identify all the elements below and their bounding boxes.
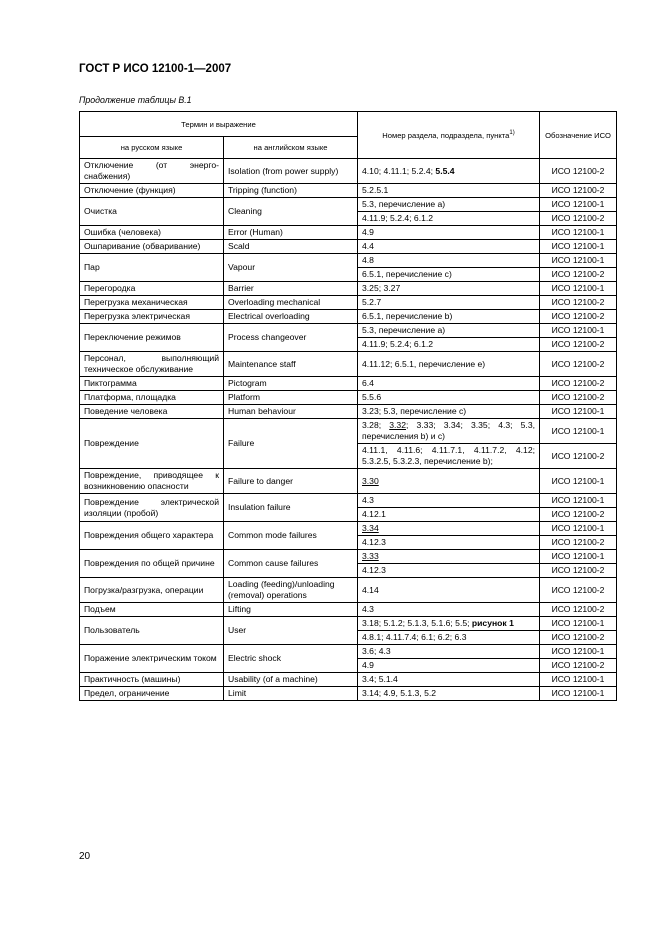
section-reference-part: 4.3 [362,495,374,505]
section-reference [358,469,540,494]
table-row [80,687,617,701]
iso-designation: ИСО 12100-2 [540,352,617,377]
iso-designation: ИСО 12100-1 [540,419,617,444]
iso-designation: ИСО 12100-1 [540,324,617,338]
section-reference [358,338,540,352]
header-section-footnote: 1) [509,129,515,136]
iso-designation: ИСО 12100-1 [540,226,617,240]
iso-designation: ИСО 12100-2 [540,391,617,405]
table-row [80,282,617,296]
iso-designation: ИСО 12100-1 [540,645,617,659]
section-reference-part: 3.18; 5.1.2; 5.1.3, 5.1.6; 5.5; [362,618,472,628]
iso-designation: ИСО 12100-2 [540,444,617,469]
term-english: Electrical overloading [224,310,358,324]
table-row [80,184,617,198]
section-reference [358,226,540,240]
terms-table [79,111,617,701]
section-reference [358,508,540,522]
section-reference [358,550,540,564]
iso-designation: ИСО 12100-1 [540,198,617,212]
iso-designation: ИСО 12100-1 [540,282,617,296]
term-english: Isolation (from power supply) [224,159,358,184]
term-russian: Перегородка [80,282,224,296]
iso-designation: ИСО 12100-2 [540,564,617,578]
section-reference-part: 5.5.4 [435,165,455,176]
section-reference [358,419,540,444]
term-english: Overloading mechanical [224,296,358,310]
term-russian: Ошибка (человека) [80,226,224,240]
section-reference-part: рисунок 1 [471,618,514,628]
section-reference-part: 4.8 [362,255,374,265]
iso-designation: ИСО 12100-2 [540,184,617,198]
iso-designation: ИСО 12100-2 [540,603,617,617]
term-russian: Пользователь [80,617,224,645]
term-english: Cleaning [224,198,358,226]
section-reference [358,603,540,617]
table-row [80,198,617,212]
header-section-label: Номер раздела, подраздела, пункта [382,130,510,140]
term-english: Common mode failures [224,522,358,550]
header-english: на английском языке [224,137,358,159]
term-russian: Повреждение электрической изоляции (пробой) [80,494,224,522]
term-russian: Отключение (от энергоснабжения) [80,159,224,184]
term-russian: Ошпаривание (обваривание) [80,240,224,254]
iso-designation: ИСО 12100-1 [540,617,617,631]
table-row [80,254,617,268]
section-reference [358,198,540,212]
table-row [80,645,617,659]
header-standard: Обозначение ИСО [540,112,617,159]
section-reference-part: 4.11.12; 6.5.1, перечисление е) [362,358,486,369]
section-reference [358,631,540,645]
term-english: Limit [224,687,358,701]
iso-designation: ИСО 12100-2 [540,377,617,391]
table-row [80,377,617,391]
term-russian: Повреждения по общей причине [80,550,224,578]
section-reference [358,296,540,310]
section-reference [358,687,540,701]
term-russian: Перегрузка механическая [80,296,224,310]
term-english: Maintenance staff [224,352,358,377]
iso-designation: ИСО 12100-1 [540,522,617,536]
section-reference [358,617,540,631]
iso-designation: ИСО 12100-1 [540,687,617,701]
table-body [80,159,617,701]
section-reference [358,254,540,268]
section-reference-part: 3.14; 4.9, 5.1.3, 5.2 [362,688,437,698]
section-reference [358,310,540,324]
iso-designation: ИСО 12100-2 [540,268,617,282]
term-russian: Предел, ограничение [80,687,224,701]
section-reference-part: 5.2.5.1 [362,185,389,195]
term-russian: Перегрузка электрическая [80,310,224,324]
term-russian: Переключение режимов [80,324,224,352]
table-row [80,310,617,324]
section-reference [358,268,540,282]
iso-designation: ИСО 12100-1 [540,673,617,687]
table-row [80,673,617,687]
term-english: Human behaviour [224,405,358,419]
table-row [80,522,617,536]
section-reference [358,391,540,405]
section-reference-part: 3.33 [362,551,379,561]
term-russian: Отключение (функция) [80,184,224,198]
section-reference [358,536,540,550]
section-reference-part: 4.11.9; 5.2.4; 6.1.2 [362,339,434,349]
term-english: Usability (of a machine) [224,673,358,687]
term-english: Insulation failure [224,494,358,522]
section-reference-part: 5.3, перечисление а) [362,199,446,209]
term-english: Vapour [224,254,358,282]
term-english: Tripping (function) [224,184,358,198]
section-reference [358,444,540,469]
table-row [80,617,617,631]
section-reference-part: 5.5.6 [362,392,382,402]
table-row [80,324,617,338]
term-russian: Повреждение [80,419,224,469]
table-row [80,550,617,564]
iso-designation: ИСО 12100-1 [540,469,617,494]
section-reference-part: 4.11.1, 4.11.6; 4.11.7.1, 4.11.7.2, 4.12; 5.3.2.5, 5.3.2.3, перечисление b); [362,445,535,466]
section-reference [358,405,540,419]
section-reference-part: 4.9 [362,660,374,670]
section-reference [358,377,540,391]
iso-designation: ИСО 12100-2 [540,338,617,352]
iso-designation: ИСО 12100-2 [540,508,617,522]
section-reference [358,522,540,536]
section-reference [358,159,540,184]
section-reference-part: 6.5.1, перечисление с) [362,269,452,279]
term-russian: Очистка [80,198,224,226]
table-row [80,494,617,508]
table-row [80,469,617,494]
section-reference-part: 4.9 [362,227,374,237]
term-russian: Повреждения общего характера [80,522,224,550]
term-english: Loading (feeding)/unloading (removal) operations [224,578,358,603]
term-english: Electric shock [224,645,358,673]
section-reference-part: 4.8.1; 4.11.7.4; 6.1; 6.2; 6.3 [362,632,467,642]
section-reference-part: 4.11.9; 5.2.4; 6.1.2 [362,213,434,223]
header-russian: на русском языке [80,137,224,159]
section-reference-part: 3.32 [389,420,406,430]
section-reference [358,564,540,578]
section-reference-part: 4.14 [362,584,379,595]
iso-designation: ИСО 12100-2 [540,310,617,324]
iso-designation: ИСО 12100-1 [540,254,617,268]
section-reference-part: 3.23; 5.3, перечисление с) [362,406,467,416]
term-english: Error (Human) [224,226,358,240]
term-english: Barrier [224,282,358,296]
term-russian: Поражение электрическим током [80,645,224,673]
section-reference [358,494,540,508]
table-caption: Продолжение таблицы В.1 [79,95,192,105]
section-reference-part: 4.4 [362,241,374,251]
table-row [80,296,617,310]
section-reference-part: 4.3 [362,604,374,614]
table-row [80,419,617,444]
iso-designation: ИСО 12100-2 [540,159,617,184]
section-reference [358,324,540,338]
section-reference-part: 3.30 [362,475,379,486]
document-title: ГОСТ Р ИСО 12100-1—2007 [79,63,232,75]
term-russian: Повреждение, приводящее к возникновению опасности [80,469,224,494]
term-russian: Практичность (машины) [80,673,224,687]
iso-designation: ИСО 12100-2 [540,659,617,673]
iso-designation: ИСО 12100-1 [540,550,617,564]
term-english: User [224,617,358,645]
iso-designation: ИСО 12100-1 [540,494,617,508]
term-english: Failure to danger [224,469,358,494]
table-row [80,352,617,377]
table-row [80,159,617,184]
section-reference-part: 4.10; 4.11.1; 5.2.4; [362,165,436,176]
section-reference-part: 3.25; 3.27 [362,283,401,293]
term-english: Failure [224,419,358,469]
section-reference-part: 6.4 [362,378,374,388]
table-row [80,226,617,240]
section-reference [358,659,540,673]
section-reference-part: 4.12.1 [362,509,386,519]
iso-designation: ИСО 12100-1 [540,240,617,254]
section-reference-part: ; 3.33; 3.34; 3.35; 4.3; 5.3, перечисления b) и с) [362,420,535,441]
term-russian: Пиктограмма [80,377,224,391]
term-russian: Пар [80,254,224,282]
section-reference-part: 4.12.3 [362,537,386,547]
page-number: 20 [79,851,91,862]
section-reference [358,282,540,296]
table-row [80,391,617,405]
term-english: Lifting [224,603,358,617]
section-reference-part: 3.34 [362,523,379,533]
table-row [80,578,617,603]
iso-designation: ИСО 12100-2 [540,536,617,550]
section-reference [358,240,540,254]
term-russian: Персонал, выполняющий техническое обслуживание [80,352,224,377]
iso-designation: ИСО 12100-2 [540,631,617,645]
section-reference [358,673,540,687]
term-english: Pictogram [224,377,358,391]
term-english: Process changeover [224,324,358,352]
table-row [80,603,617,617]
section-reference-part: 5.3, перечисление а) [362,325,446,335]
iso-designation: ИСО 12100-2 [540,296,617,310]
term-russian: Погрузка/разгрузка, операции [80,578,224,603]
iso-designation: ИСО 12100-2 [540,212,617,226]
term-english: Platform [224,391,358,405]
section-reference [358,578,540,603]
table-row [80,405,617,419]
term-english: Common cause failures [224,550,358,578]
section-reference [358,645,540,659]
term-english: Scald [224,240,358,254]
term-russian: Поведение человека [80,405,224,419]
iso-designation: ИСО 12100-2 [540,578,617,603]
section-reference [358,212,540,226]
term-russian: Платформа, площадка [80,391,224,405]
iso-designation: ИСО 12100-1 [540,405,617,419]
section-reference [358,352,540,377]
section-reference-part: 3.4; 5.1.4 [362,674,398,684]
table-row [80,240,617,254]
section-reference-part: 5.2.7 [362,297,382,307]
section-reference-part: 3.6; 4.3 [362,646,391,656]
term-russian: Подъем [80,603,224,617]
section-reference-part: 3.28; [362,420,390,430]
section-reference [358,184,540,198]
section-reference-part: 6.5.1, перечисление b) [362,311,453,321]
section-reference-part: 4.12.3 [362,565,386,575]
header-section [358,112,540,159]
header-term-group: Термин и выражение [80,112,358,137]
